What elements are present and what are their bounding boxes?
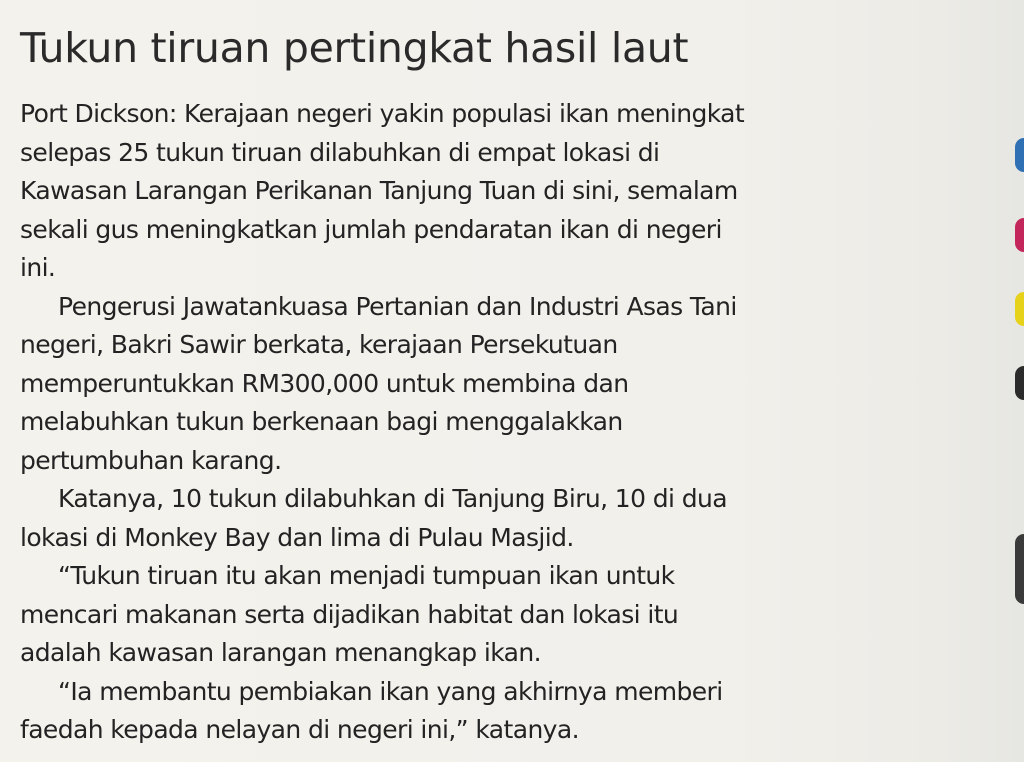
article-line: melabuhkan tukun berkenaan bagi menggalakkan (20, 407, 623, 436)
registration-mark (1015, 366, 1024, 400)
article-line: Port Dickson: Kerajaan negeri yakin populasi ikan meningkat (20, 99, 745, 128)
article-line: selepas 25 tukun tiruan dilabuhkan di empat lokasi di (20, 137, 660, 167)
article-line: negeri, Bakri Sawir berkata, kerajaan Persekutuan (20, 330, 618, 359)
article-line: lokasi di Monkey Bay dan lima di Pulau Masjid. (20, 522, 574, 552)
article-line: mencari makanan serta dijadikan habitat dan lokasi itu (20, 599, 679, 629)
registration-mark (1015, 218, 1024, 252)
registration-mark (1015, 534, 1024, 604)
headline: Tukun tiruan pertingkat hasil laut (20, 24, 689, 72)
article-line: faedah kepada nelayan di negeri ini,” katanya. (20, 715, 579, 744)
registration-mark (1015, 292, 1024, 326)
article-line: memperuntukkan RM300,000 untuk membina dan (20, 368, 629, 398)
article-line: sekali gus meningkatkan jumlah pendaratan ikan di negeri (20, 214, 722, 244)
article-body (20, 95, 880, 750)
article-line: pertumbuhan karang. (20, 445, 282, 475)
article-line: Katanya, 10 tukun dilabuhkan di Tanjung Biru, 10 di dua (58, 484, 727, 513)
article-line: Pengerusi Jawatankuasa Pertanian dan Industri Asas Tani (58, 291, 737, 321)
registration-marks (1010, 0, 1024, 762)
article-line: “Tukun tiruan itu akan menjadi tumpuan ikan untuk (58, 561, 675, 590)
registration-mark (1015, 138, 1024, 172)
article-line: “Ia membantu pembiakan ikan yang akhirnya memberi (58, 676, 723, 706)
article-line: Kawasan Larangan Perikanan Tanjung Tuan di sini, semalam (20, 176, 738, 205)
article-line: ini. (20, 253, 56, 282)
article-line: adalah kawasan larangan menangkap ikan. (20, 638, 541, 667)
